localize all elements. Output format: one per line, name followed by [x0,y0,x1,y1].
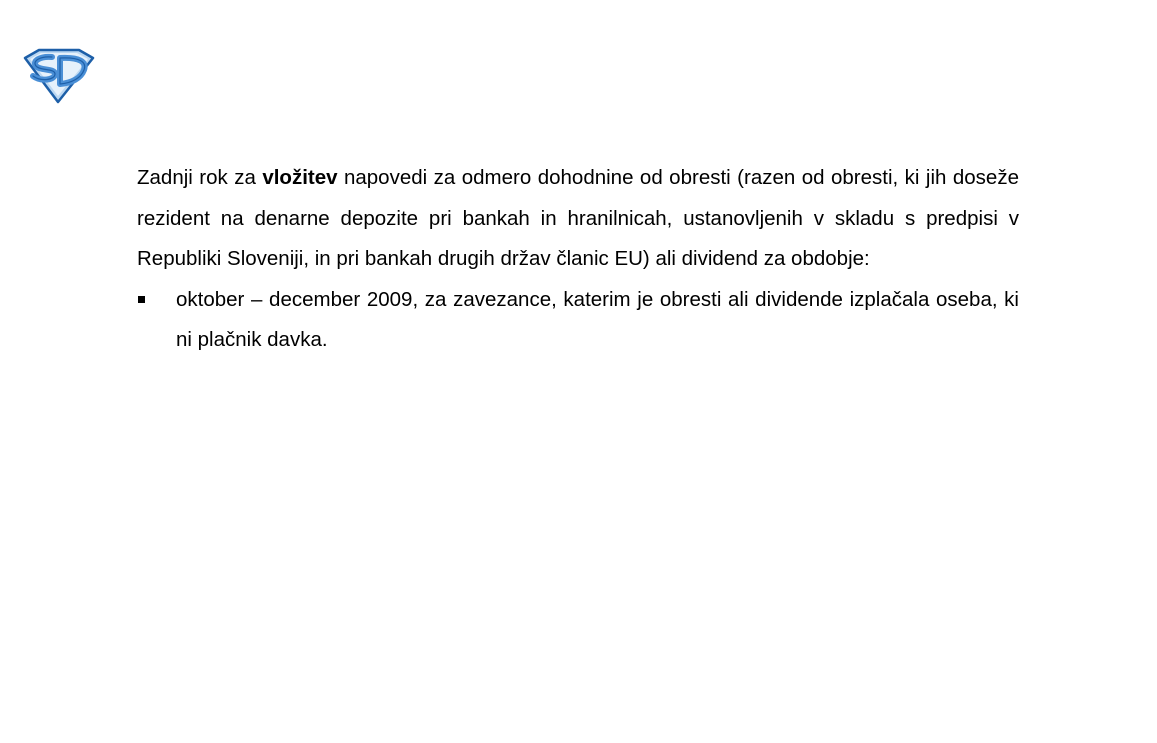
intro-paragraph [137,158,1019,280]
paragraph-lead: Zadnji rok za [137,166,263,189]
list-item-text: oktober – december 2009, za zavezance, katerim je obresti ali dividende izplačala oseba, ki ni plačnik davka. [176,287,1019,351]
paragraph-rest: napovedi za odmero dohodnine od obresti (razen od obresti, ki jih doseže rezident na denarne depozite pri bankah in hranilnicah, ustanovljenih v skladu s predpisi v Republiki Sloveniji, in pri bankah drugih držav članic EU) ali dividend za obdobje: [137,166,1019,270]
square-bullet-icon [138,296,145,303]
list-item [137,280,1019,361]
sd-shield-logo-icon [22,48,96,104]
document-body [137,158,1019,361]
bullet-list [137,280,1019,361]
paragraph-emphasis: vložitev [262,166,338,189]
company-logo [22,48,96,104]
